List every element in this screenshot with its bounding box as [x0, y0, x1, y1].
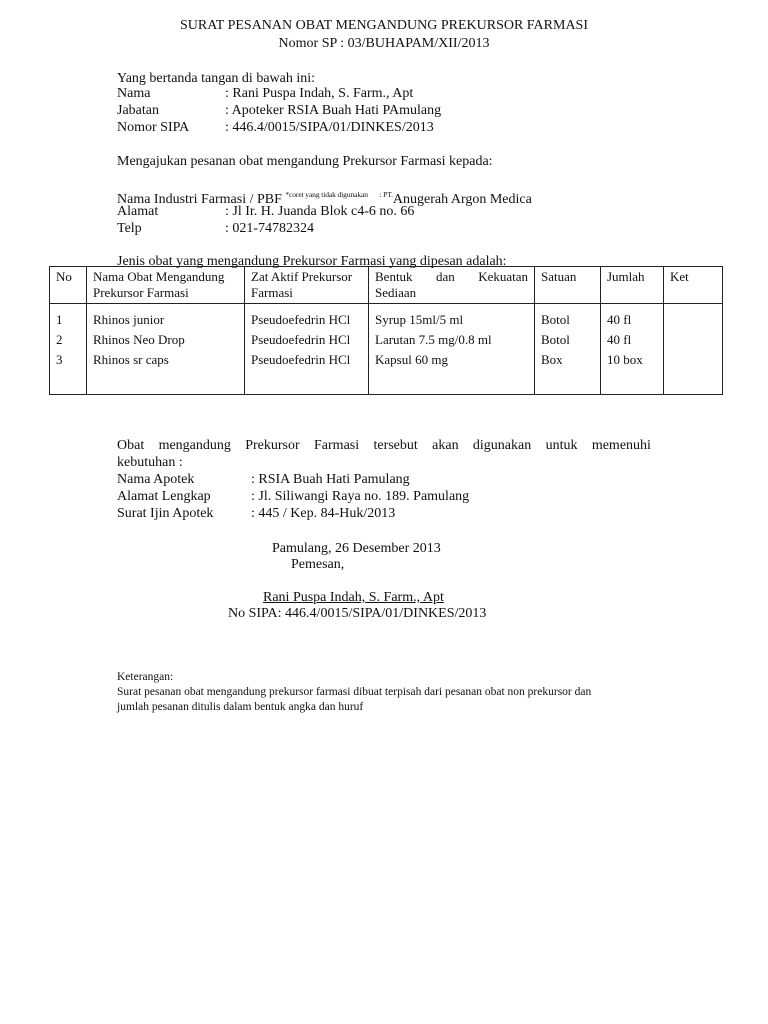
- cell-active: Pseudoefedrin HCl: [245, 350, 369, 395]
- cell-active: Pseudoefedrin HCl: [245, 330, 369, 350]
- usage-word: akan: [432, 438, 459, 453]
- supplier-address-value: : Jl Ir. H. Juanda Blok c4-6 no. 66: [225, 204, 415, 219]
- cell-name: Rhinos sr caps: [87, 350, 245, 395]
- col-header-form: [369, 267, 535, 304]
- pharmacy-address-value: : Jl. Siliwangi Raya no. 189. Pamulang: [251, 489, 470, 504]
- usage-word: Prekursor: [245, 438, 300, 453]
- signer-sipa-value: : 446.4/0015/SIPA/01/DINKES/2013: [225, 120, 434, 135]
- signature-role: Pemesan,: [291, 557, 345, 572]
- order-table: [49, 266, 723, 395]
- cell-no: 1: [50, 304, 87, 331]
- cell-form: Kapsul 60 mg: [369, 350, 535, 395]
- cell-qty: 40 fl: [601, 330, 664, 350]
- col-header-form-line1: [375, 269, 528, 285]
- usage-word: untuk: [545, 438, 578, 453]
- table-header-row: [50, 267, 723, 304]
- cell-form: Syrup 15ml/5 ml: [369, 304, 535, 331]
- col-header-qty: Jumlah: [601, 267, 664, 304]
- cell-unit: Botol: [535, 330, 601, 350]
- header-word: dan: [435, 269, 455, 284]
- pharmacy-address-row: [0, 488, 768, 505]
- cell-note: [664, 330, 723, 350]
- letter-title: SURAT PESANAN OBAT MENGANDUNG PREKURSOR FARMASI: [179, 18, 589, 33]
- cell-no: 3: [50, 350, 87, 395]
- cell-note: [664, 350, 723, 395]
- signer-position-label: Jabatan: [117, 103, 159, 118]
- cell-note: [664, 304, 723, 331]
- notes-line-2: jumlah pesanan ditulis dalam bentuk angka dan huruf: [117, 701, 364, 713]
- col-header-form-line2: Sediaan: [375, 285, 417, 300]
- supplier-phone-row: [0, 220, 768, 237]
- table-row: [50, 304, 723, 331]
- usage-word: tersebut: [373, 438, 418, 453]
- table-row: [50, 330, 723, 350]
- pharmacy-license-row: [0, 505, 768, 522]
- usage-word: digunakan: [472, 438, 532, 453]
- notes-line-1: Surat pesanan obat mengandung prekursor farmasi dibuat terpisah dari pesanan obat non prekursor dan: [117, 686, 592, 698]
- notes-heading: Keterangan:: [117, 671, 174, 683]
- signature-sipa: No SIPA: 446.4/0015/SIPA/01/DINKES/2013: [228, 606, 487, 621]
- cell-no: 2: [50, 330, 87, 350]
- usage-intro: [117, 437, 651, 471]
- signer-sipa-row: [0, 119, 768, 136]
- cell-qty: 40 fl: [601, 304, 664, 331]
- table-row: [50, 350, 723, 395]
- usage-intro-line2: kebutuhan :: [117, 455, 183, 470]
- col-header-unit: Satuan: [535, 267, 601, 304]
- letter-number: Nomor SP : 03/BUHAPAM/XII/2013: [278, 36, 490, 51]
- cell-qty: 10 box: [601, 350, 664, 395]
- signer-position-row: [0, 102, 768, 119]
- signer-sipa-label: Nomor SIPA: [117, 120, 190, 135]
- col-header-active: Zat Aktif Prekursor Farmasi: [245, 267, 369, 304]
- pharmacy-address-label: Alamat Lengkap: [117, 489, 211, 504]
- signer-name-row: [0, 85, 768, 102]
- cell-unit: Box: [535, 350, 601, 395]
- signer-position-value: : Apoteker RSIA Buah Hati PAmulang: [225, 103, 442, 118]
- signer-name-value: : Rani Puspa Indah, S. Farm., Apt: [225, 86, 414, 101]
- cell-active: Pseudoefedrin HCl: [245, 304, 369, 331]
- signer-name-label: Nama: [117, 86, 151, 101]
- pharmacy-name-label: Nama Apotek: [117, 472, 195, 487]
- col-header-note: Ket: [664, 267, 723, 304]
- pharmacy-name-value: : RSIA Buah Hati Pamulang: [251, 472, 410, 487]
- table-intro: Jenis obat yang mengandung Prekursor Farmasi yang dipesan adalah:: [117, 254, 507, 269]
- usage-word: Farmasi: [314, 438, 360, 453]
- col-header-no: No: [50, 267, 87, 304]
- cell-unit: Botol: [535, 304, 601, 331]
- supplier-intro: Mengajukan pesanan obat mengandung Prekursor Farmasi kepada:: [117, 154, 493, 169]
- usage-intro-line1: [117, 437, 651, 454]
- pharmacy-name-row: [0, 471, 768, 488]
- pharmacy-license-value: : 445 / Kep. 84-Huk/2013: [251, 506, 396, 521]
- header-word: Kekuatan: [478, 269, 528, 284]
- usage-word: mengandung: [158, 438, 231, 453]
- supplier-address-row: [0, 203, 768, 220]
- cell-name: Rhinos junior: [87, 304, 245, 331]
- cell-name: Rhinos Neo Drop: [87, 330, 245, 350]
- signature-place-date: Pamulang, 26 Desember 2013: [272, 541, 441, 556]
- supplier-industry-label: Nama Industri Farmasi / PBF: [117, 192, 282, 207]
- cell-form: Larutan 7.5 mg/0.8 ml: [369, 330, 535, 350]
- col-header-name: Nama Obat Mengandung Prekursor Farmasi: [87, 267, 245, 304]
- pharmacy-license-label: Surat Ijin Apotek: [117, 506, 214, 521]
- supplier-industry-value: Anugerah Argon Medica: [392, 192, 532, 207]
- supplier-phone-label: Telp: [117, 221, 142, 236]
- usage-word: memenuhi: [591, 438, 651, 453]
- supplier-phone-value: : 021-74782324: [225, 221, 315, 236]
- supplier-industry-note: *coret yang tidak digunakan: [285, 190, 368, 199]
- usage-word: Obat: [117, 438, 145, 453]
- supplier-address-label: Alamat: [117, 204, 159, 219]
- signer-intro: Yang bertanda tangan di bawah ini:: [117, 71, 316, 86]
- supplier-industry-colon: : PT.: [379, 190, 393, 199]
- header-word: Bentuk: [375, 269, 413, 284]
- signature-name: Rani Puspa Indah, S. Farm., Apt: [263, 590, 444, 605]
